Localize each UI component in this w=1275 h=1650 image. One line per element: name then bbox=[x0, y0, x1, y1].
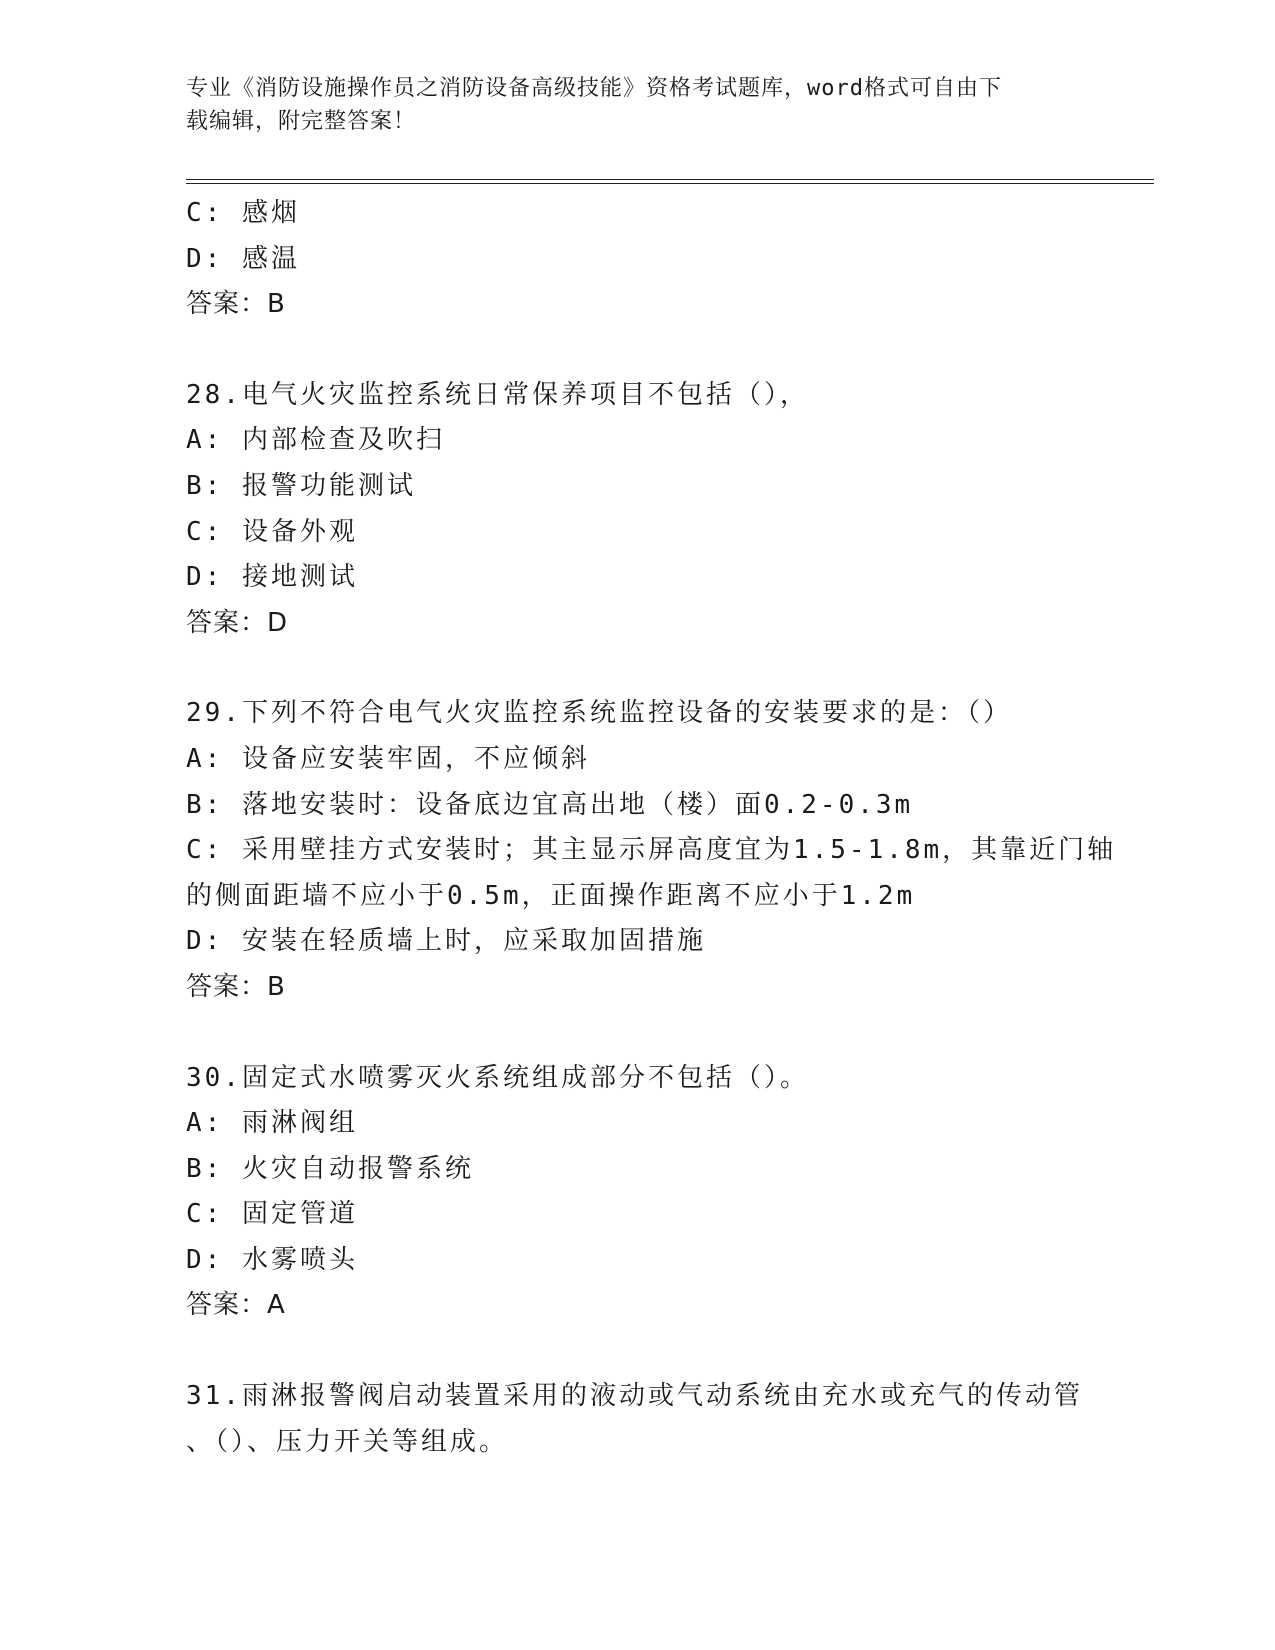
option-a: A: 设备应安装牢固，不应倾斜 bbox=[186, 743, 590, 774]
question-28 bbox=[186, 373, 1186, 647]
question-stem: 29.下列不符合电气火灾监控系统监控设备的安装要求的是：（） bbox=[186, 698, 1012, 729]
header-line-1: 专业《消防设施操作员之消防设备高级技能》资格考试题库，word格式可自由下 bbox=[186, 76, 1002, 101]
answer: 答案：B bbox=[186, 289, 286, 320]
question-stem-continued: 、（）、压力开关等组成。 bbox=[186, 1426, 509, 1457]
option-a: A: 雨淋阀组 bbox=[186, 1108, 358, 1139]
option-d: D: 感温 bbox=[186, 243, 300, 274]
answer: 答案：A bbox=[186, 1290, 286, 1321]
question-stem: 28.电气火灾监控系统日常保养项目不包括（）， bbox=[186, 379, 809, 410]
header-line-2: 载编辑，附完整答案！ bbox=[186, 109, 417, 134]
question-30 bbox=[186, 1056, 1186, 1330]
option-b: B: 落地安装时：设备底边宜高出地（楼）面0.2-0.3m bbox=[186, 789, 914, 820]
answer: 答案：D bbox=[186, 607, 289, 638]
document-header bbox=[186, 72, 1086, 138]
option-c: C: 设备外观 bbox=[186, 516, 358, 547]
question-stem: 30.固定式水喷雾灭火系统组成部分不包括（）。 bbox=[186, 1062, 809, 1093]
option-c: C: 采用壁挂方式安装时；其主显示屏高度宜为1.5-1.8m，其靠近门轴 bbox=[186, 835, 1117, 866]
question-27-tail bbox=[186, 191, 1186, 328]
option-d: D: 接地测试 bbox=[186, 562, 358, 593]
question-stem: 31.雨淋报警阀启动装置采用的液动或气动系统由充水或充气的传动管 bbox=[186, 1381, 1083, 1412]
option-c-continued: 的侧面距墙不应小于0.5m，正面操作距离不应小于1.2m bbox=[186, 880, 916, 911]
answer: 答案：B bbox=[186, 971, 286, 1002]
header-divider bbox=[186, 179, 1154, 184]
question-29 bbox=[186, 691, 1186, 1010]
option-b: B: 报警功能测试 bbox=[186, 470, 416, 501]
option-c: C: 感烟 bbox=[186, 198, 300, 228]
option-d: D: 水雾喷头 bbox=[186, 1244, 358, 1275]
option-c: C: 固定管道 bbox=[186, 1199, 358, 1230]
option-b: B: 火灾自动报警系统 bbox=[186, 1153, 474, 1184]
option-a: A: 内部检查及吹扫 bbox=[186, 425, 445, 456]
question-31 bbox=[186, 1374, 1186, 1465]
option-d: D: 安装在轻质墙上时，应采取加固措施 bbox=[186, 926, 706, 957]
question-list bbox=[186, 191, 1186, 1465]
